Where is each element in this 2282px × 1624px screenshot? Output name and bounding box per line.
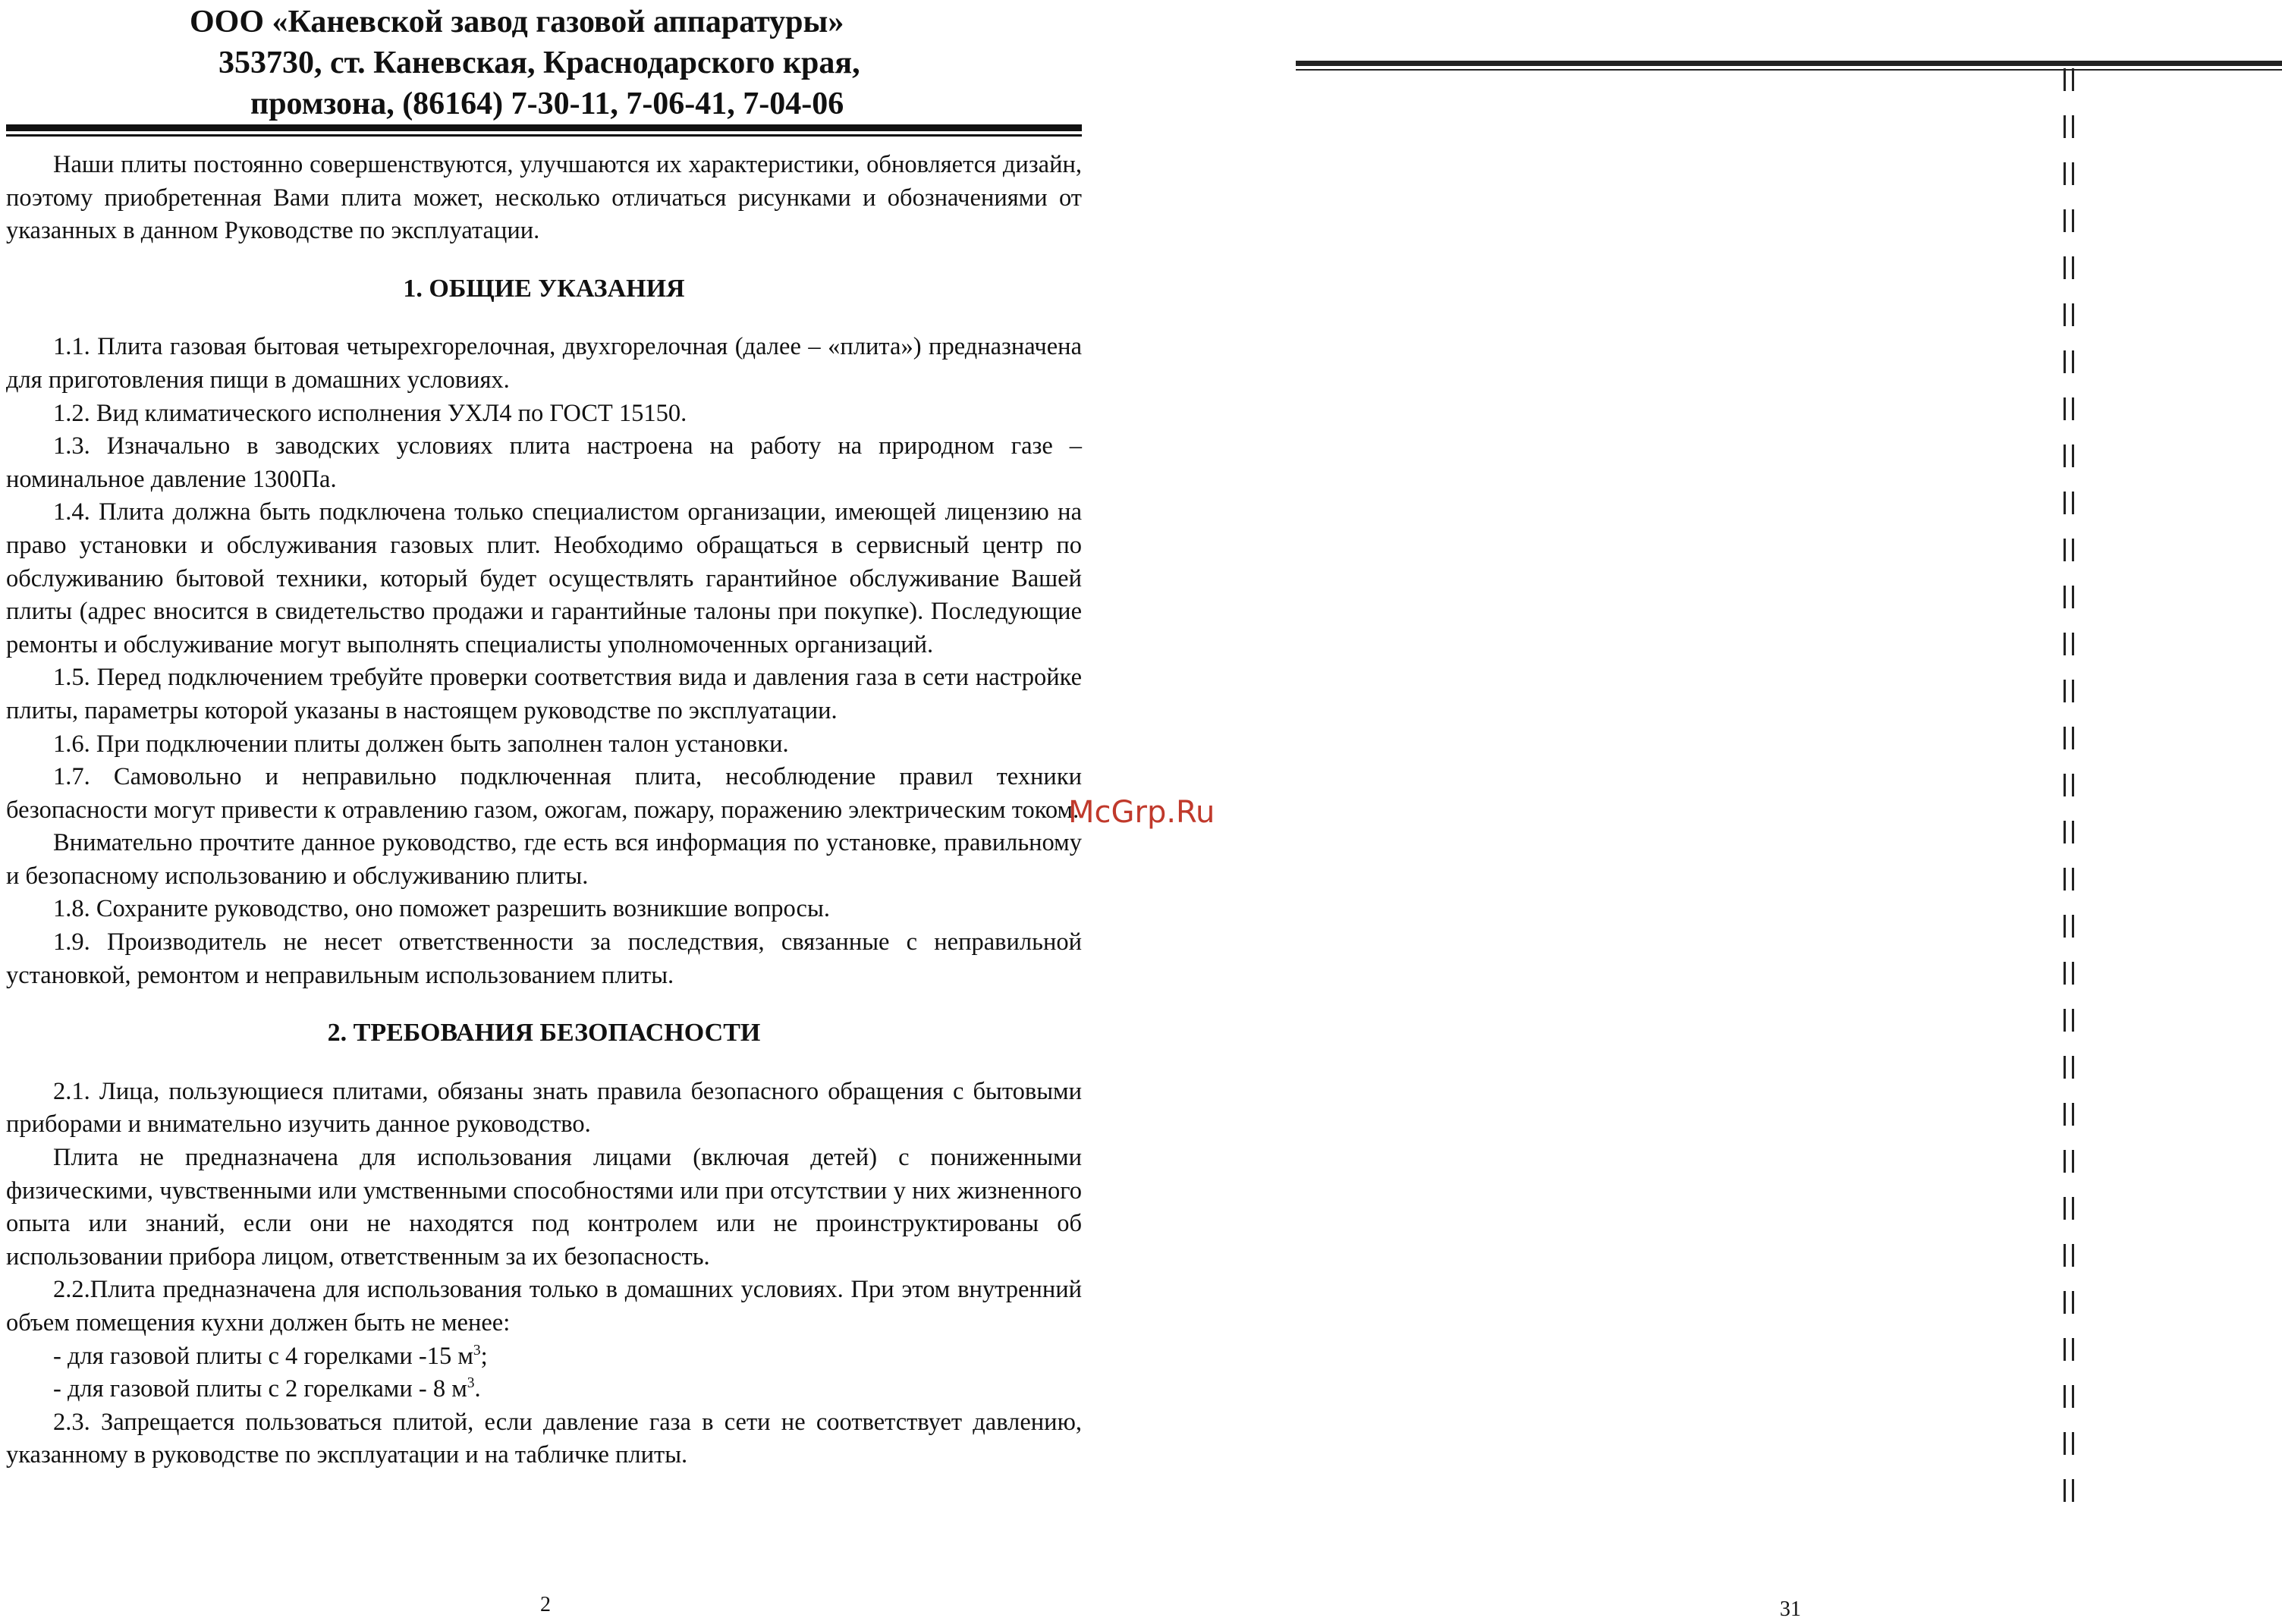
cut-line-dash (2060, 256, 2079, 279)
cut-line-dash (2060, 821, 2079, 843)
superscript-cubic: 3 (473, 1342, 481, 1359)
cut-line-dash (2060, 1103, 2079, 1126)
list-item-4-burners-end: ; (480, 1342, 488, 1370)
cut-line-dash (2060, 1479, 2079, 1502)
right-header-divider-thin (1296, 69, 2282, 71)
paragraph-1-8: 1.8. Сохраните руководство, оно поможет разрешить возникшие вопросы. (53, 895, 830, 923)
list-item-2-burners (6, 1373, 1082, 1406)
header-company-name: ООО «Каневской завод газовой аппаратуры» (190, 5, 844, 39)
document-body (6, 149, 1082, 1472)
page-number-right: 31 (1780, 1597, 1801, 1621)
cut-line-dash (2060, 1338, 2079, 1361)
paragraph-1-7: 1.7. Самовольно и неправильно подключенная плита, несоблюдение правил техники безопасности могут привести к отравлению газом, ожогам, пожару, поражению электрическим током. (6, 763, 1082, 824)
header-divider (6, 124, 1082, 131)
list-item-2-burners-text: - для газовой плиты с 2 горелками - 8 м (53, 1375, 467, 1403)
cut-line-dash (2060, 868, 2079, 891)
cut-line-dash (2060, 444, 2079, 467)
section-1-title: 1. ОБЩИЕ УКАЗАНИЯ (403, 274, 685, 303)
cut-line-dash (2060, 962, 2079, 985)
cut-line-dash (2060, 1056, 2079, 1079)
cut-line-dash (2060, 303, 2079, 326)
cut-line-dash (2060, 586, 2079, 608)
cut-line-dash (2060, 115, 2079, 138)
superscript-cubic: 3 (467, 1375, 475, 1392)
cut-line-dash (2060, 492, 2079, 514)
intro-paragraph: Наши плиты постоянно совершенствуются, улучшаются их характеристики, обновляется дизайн, поэтому приобретенная Вами плита может, несколько отличаться рисунками и обозначениями от указанных в данном Руководстве по эксплуатации. (6, 151, 1082, 245)
list-item-4-burners (6, 1340, 1082, 1374)
right-page (1092, 0, 2282, 1624)
paragraph-read-manual: Внимательно прочтите данное руководство, где есть вся информация по установке, правильному и безопасному использованию и обслуживанию плиты. (6, 829, 1082, 890)
cut-line-dash (2060, 1197, 2079, 1220)
cut-line-dash (2060, 1385, 2079, 1408)
cut-line-dash (2060, 1432, 2079, 1455)
cut-line-dash (2060, 633, 2079, 655)
list-item-2-burners-end: . (474, 1375, 481, 1403)
page-number-left: 2 (540, 1593, 551, 1616)
watermark-logo: McGrp.Ru (1068, 795, 1215, 830)
section-2-title: 2. ТРЕБОВАНИЯ БЕЗОПАСНОСТИ (327, 1019, 761, 1048)
cut-line-dash (2060, 350, 2079, 373)
left-page (0, 0, 1092, 1624)
cut-line-dash (2060, 162, 2079, 185)
paragraph-2-3: 2.3. Запрещается пользоваться плитой, если давление газа в сети не соответствует давлению, указанному в руководстве по эксплуатации и на табличке плиты. (6, 1408, 1082, 1469)
paragraph-1-1: 1.1. Плита газовая бытовая четырехгорелочная, двухгорелочная (далее – «плита») предназначена для приготовления пищи в домашних условиях. (6, 333, 1082, 394)
cut-line-dash (2060, 915, 2079, 938)
paragraph-1-2: 1.2. Вид климатического исполнения УХЛ4 по ГОСТ 15150. (53, 399, 687, 427)
right-header-divider (1296, 61, 2282, 66)
header-address: 353730, ст. Каневская, Краснодарского края, (218, 46, 860, 80)
paragraph-1-5: 1.5. Перед подключением требуйте проверки соответствия вида и давления газа в сети настройке плиты, параметры которой указаны в настоящем руководстве по эксплуатации. (6, 664, 1082, 724)
paragraph-2-1: 2.1. Лица, пользующиеся плитами, обязаны знать правила безопасного обращения с бытовыми приборами и внимательно изучить данное руководство. (6, 1077, 1082, 1139)
perforated-cut-line (2060, 68, 2079, 1509)
cut-line-dash (2060, 774, 2079, 796)
cut-line-dash (2060, 209, 2079, 232)
cut-line-dash (2060, 1291, 2079, 1314)
paragraph-1-6: 1.6. При подключении плиты должен быть заполнен талон установки. (53, 730, 789, 758)
cut-line-dash (2060, 1244, 2079, 1267)
paragraph-2-2: 2.2.Плита предназначена для использования только в домашних условиях. При этом внутренний объем помещения кухни должен быть не менее: (6, 1276, 1082, 1337)
cut-line-dash (2060, 539, 2079, 561)
paragraph-not-intended: Плита не предназначена для использования лицами (включая детей) с пониженными физическими, чувственными или умственными способностями или при отсутствии у них жизненного опыта или знаний, если они не находятся под контролем или не проинструктированы об использовании прибора лицом, ответственным за их безопасность. (6, 1144, 1082, 1271)
paragraph-1-4: 1.4. Плита должна быть подключена только специалистом организации, имеющей лицензию на право установки и обслуживания газовых плит. Необходимо обращаться в сервисный центр по обслуживанию бытовой техники, который будет осуществлять гарантийное обслуживание Вашей плиты (адрес вносится в свидетельство продажи и гарантийные талоны при покупке). Последующие ремонты и обслуживание могут выполнять специалисты уполномоченных организаций. (6, 498, 1082, 658)
header-divider-thin (6, 134, 1082, 137)
cut-line-dash (2060, 727, 2079, 749)
cut-line-dash (2060, 68, 2079, 91)
company-header (121, 2, 986, 124)
cut-line-dash (2060, 680, 2079, 702)
header-phones: промзона, (86164) 7-30-11, 7-06-41, 7-04-06 (250, 86, 844, 121)
paragraph-1-9: 1.9. Производитель не несет ответственности за последствия, связанные с неправильной установкой, ремонтом и неправильным использованием плиты. (6, 928, 1082, 989)
cut-line-dash (2060, 1150, 2079, 1173)
cut-line-dash (2060, 397, 2079, 420)
list-item-4-burners-text: - для газовой плиты с 4 горелками -15 м (53, 1342, 473, 1370)
paragraph-1-3: 1.3. Изначально в заводских условиях плита настроена на работу на природном газе – номинальное давление 1300Па. (6, 432, 1082, 493)
cut-line-dash (2060, 1009, 2079, 1032)
